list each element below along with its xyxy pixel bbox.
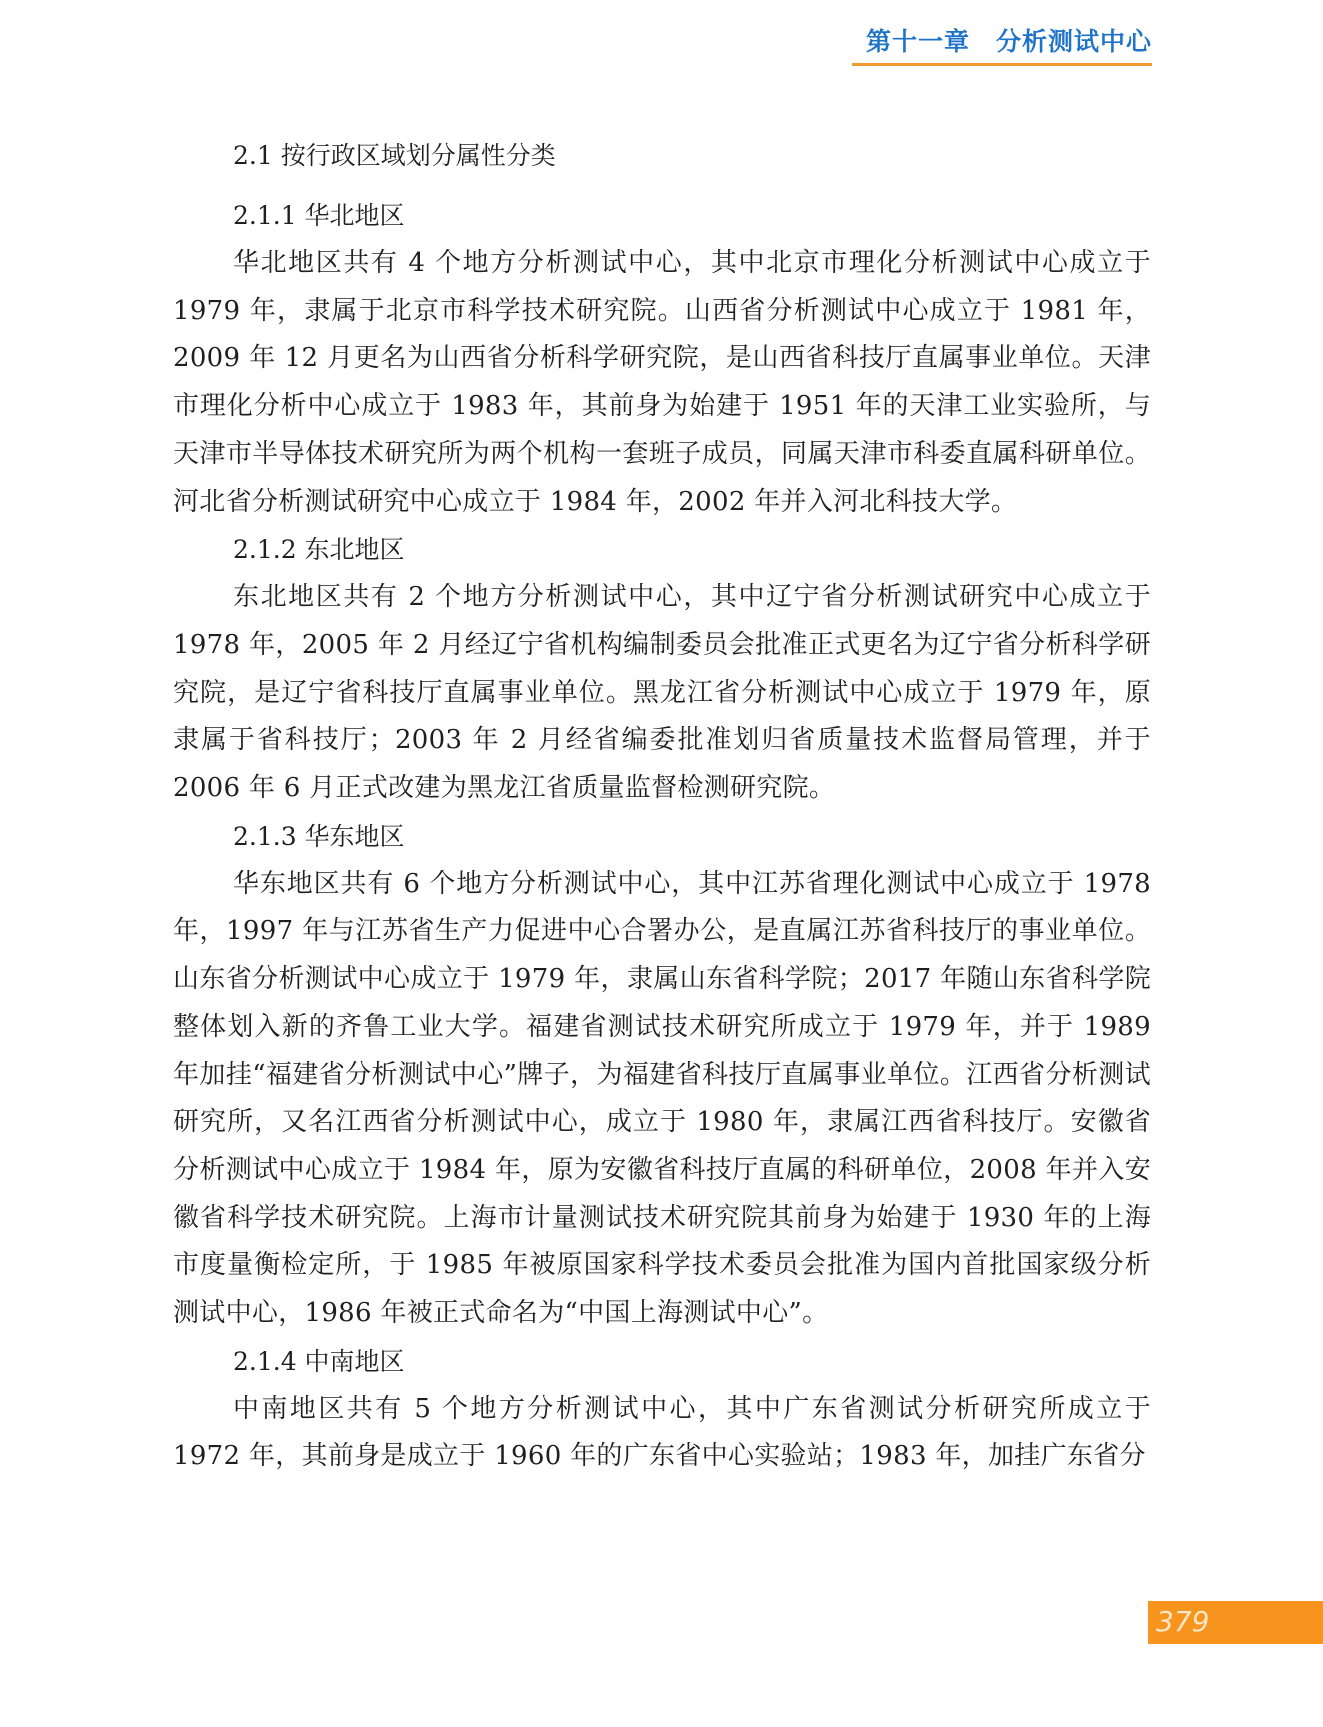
section-heading: 2.1 按行政区域划分属性分类 xyxy=(233,141,556,170)
subsection-heading-northeast: 2.1.2 东北地区 xyxy=(233,535,405,565)
running-header xyxy=(852,24,1152,66)
page-body xyxy=(173,128,1151,1481)
header-rule xyxy=(852,63,1152,66)
paragraph-central-south: 中南地区共有 5 个地方分析测试中心，其中广东省测试分析研究所成立于 1972 年，其前身是成立于 1960 年的广东省中心实验站；1983 年，加挂广东省分 xyxy=(173,1393,1151,1472)
chapter-title xyxy=(852,24,1152,60)
paragraph-east: 华东地区共有 6 个地方分析测试中心，其中江苏省理化测试中心成立于 1978 年，1997 年与江苏省生产力促进中心合署办公，是直属江苏省科技厅的事业单位。山东省分析测试中心成立于 1979 年，隶属山东省科学院；2017 年随山东省科学院整体划入新的齐鲁工业大学。福建省测试技术研究所成立于 1979 年，并于 1989 年加挂“福建省分析测试中心”牌子，为福建省科技厅直属事业单位。江西省分析测试研究所，又名江西省分析测试中心，成立于 1980 年，隶属江西省科技厅。安徽省分析测试中心成立于 1984 年，原为安徽省科技厅直属的科研单位，2008 年并入安徽省科学技术研究院。上海市计量测试技术研究院其前身为始建于 1930 年的上海市度量衡检定所，于 1985 年被原国家科学技术委员会批准为国内首批国家级分析测试中心，1986 年被正式命名为“中国上海测试中心”。 xyxy=(173,868,1151,1329)
subsection-heading-north: 2.1.1 华北地区 xyxy=(233,201,405,230)
chapter-label: 第十一章 xyxy=(865,27,970,56)
page-number-tab xyxy=(1148,1601,1323,1644)
paragraph-northeast: 东北地区共有 2 个地方分析测试中心，其中辽宁省分析测试研究中心成立于 1978 年，2005 年 2 月经辽宁省机构编制委员会批准正式更名为辽宁省分析科学研究院，是辽宁省科技厅直属事业单位。黑龙江省分析测试中心成立于 1979 年，原隶属于省科技厅；2003 年 2 月经省编委批准划归省质量技术监督局管理，并于 2006 年 6 月正式改建为黑龙江省质量监督检测研究院。 xyxy=(173,582,1151,804)
subsection-heading-east: 2.1.3 华东地区 xyxy=(233,821,405,851)
chapter-name: 分析测试中心 xyxy=(995,27,1152,56)
subsection-heading-central-south: 2.1.4 中南地区 xyxy=(233,1346,405,1376)
page-number: 379 xyxy=(1156,1605,1210,1638)
paragraph-north: 华北地区共有 4 个地方分析测试中心，其中北京市理化分析测试中心成立于 1979 年，隶属于北京市科学技术研究院。山西省分析测试中心成立于 1981 年，2009 年 12 月更名为山西省分析科学研究院，是山西省科技厅直属事业单位。天津市理化分析中心成立于 1983 年，其前身为始建于 1951 年的天津工业实验所，与天津市半导体技术研究所为两个机构一套班子成员，同属天津市科委直属科研单位。河北省分析测试研究中心成立于 1984 年，2002 年并入河北科技大学。 xyxy=(173,248,1151,517)
